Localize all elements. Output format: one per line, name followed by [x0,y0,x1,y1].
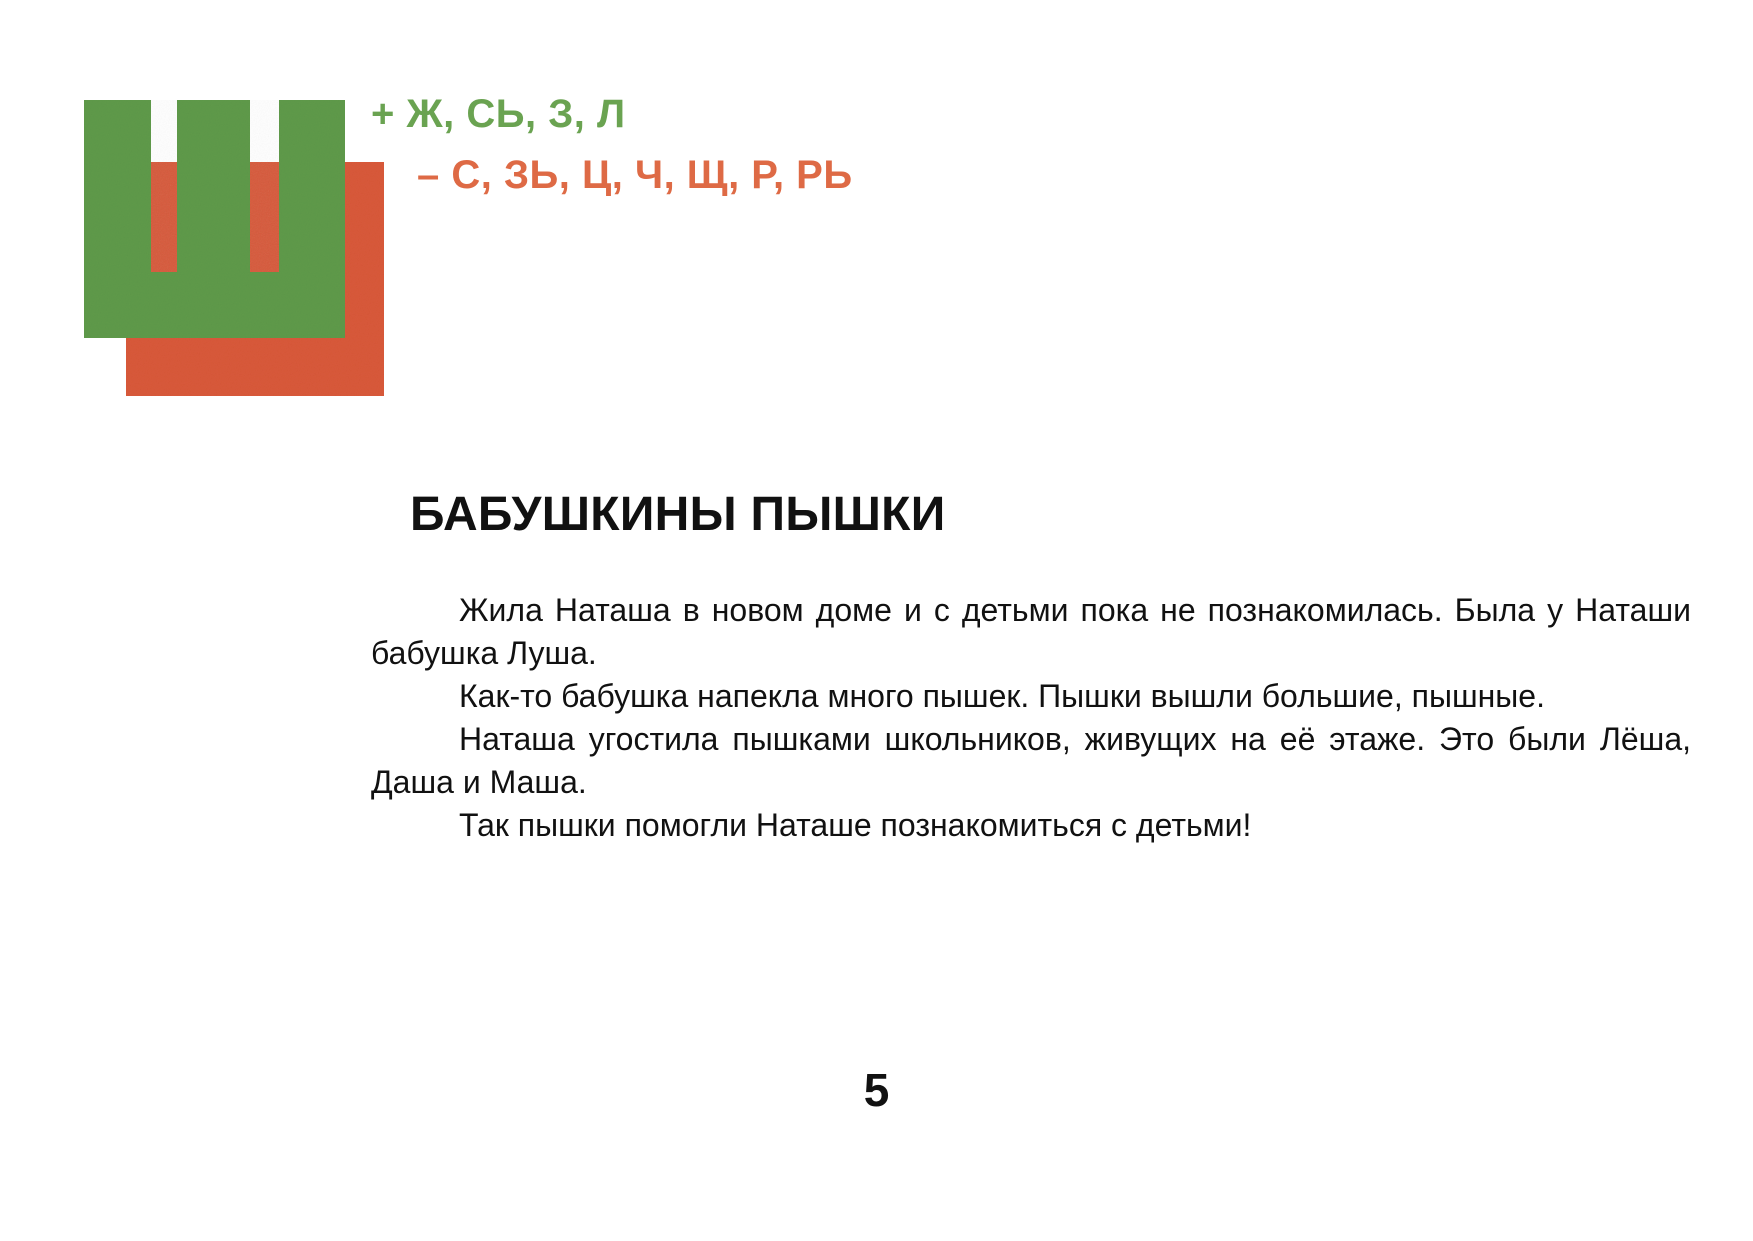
plus-sign: + [371,92,395,136]
letter-sh-block-icon [84,100,384,396]
story-paragraph: Так пышки помогли Наташе познакомиться с детьми! [459,807,1252,843]
minus-sign: – [417,153,440,197]
excluded-sounds-line [417,153,853,198]
added-sounds: Ж, СЬ, З, Л [406,92,626,136]
letter-sh-emblem [84,100,384,396]
story-paragraph: Наташа угостила пышками школьников, живущих на её этаже. Это были Лёша, Даша и Маша. [371,721,1691,800]
story-paragraph: Как-то бабушка напекла много пышек. Пышки вышли большие, пышные. [459,678,1545,714]
excluded-sounds: С, ЗЬ, Ц, Ч, Щ, Р, РЬ [451,153,853,197]
story-paragraph: Жила Наташа в новом доме и с детьми пока не познакомилась. Была у Наташи бабушка Луша. [371,592,1691,671]
story-title: БАБУШКИНЫ ПЫШКИ [410,488,946,541]
added-sounds-line [371,92,626,137]
story-text [371,589,1691,847]
page-number: 5 [863,1064,890,1116]
